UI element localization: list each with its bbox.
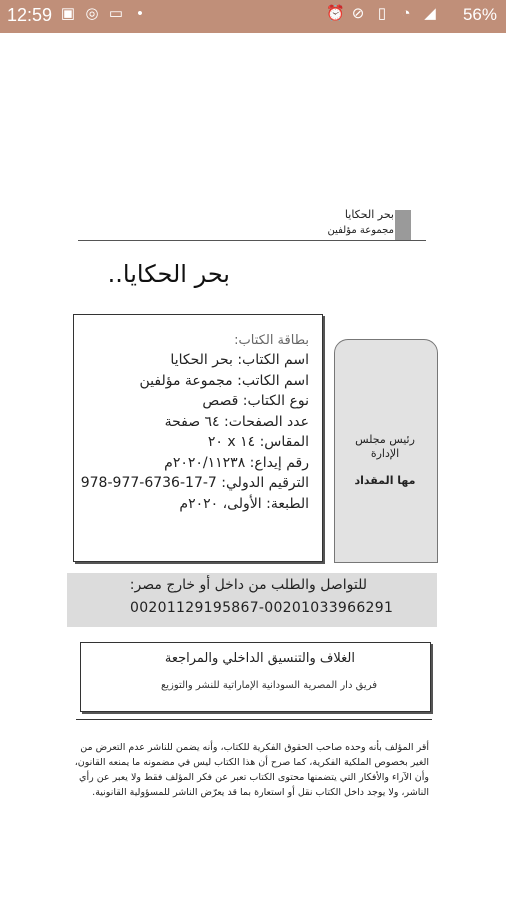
contact-box (67, 573, 437, 627)
image-icon: ▣ (60, 5, 76, 22)
notification-icons (60, 6, 148, 22)
card-line-isbn: الترقيم الدولي: 7-17-6736-977-978 (80, 475, 309, 491)
book-title: بحر الحكايا.. (107, 260, 230, 288)
credits-title: الغلاف والتنسيق الداخلي والمراجعة (164, 651, 355, 666)
board-chair-name: مها المقداد (354, 474, 416, 487)
card-line-genre: نوع الكتاب: قصص (202, 393, 309, 409)
board-panel (334, 339, 438, 563)
card-heading: بطاقة الكتاب: (234, 333, 309, 348)
credits-box (80, 642, 431, 712)
contact-phones: 00201129195867-00201033966291 (130, 600, 394, 616)
header-divider (78, 240, 426, 241)
header-mark (395, 210, 411, 240)
header-authors: مجموعة مؤلفين (327, 225, 394, 236)
card-line-size: المقاس: ١٤ x ٢٠ (207, 434, 309, 450)
card-line-edition: الطبعة: الأولى، ٢٠٢٠م (179, 495, 309, 512)
body-divider (76, 719, 432, 720)
card-line-pages: عدد الصفحات: ٦٤ صفحة (164, 413, 309, 430)
card-line-deposit: رقم إيداع: ٢٠٢٠/١١٢٣٨م (164, 454, 309, 471)
book-info-card (73, 314, 323, 562)
battery-level: 56% (462, 5, 497, 24)
book-info-lines (81, 333, 309, 514)
board-chair-label: رئيس مجلس الإدارة (355, 433, 415, 460)
status-bar (0, 0, 506, 33)
contact-label: للتواصل والطلب من داخل أو خارج مصر: (129, 577, 367, 593)
alarm-icon: ⏰ (326, 5, 345, 22)
status-time: 12:59 (7, 5, 53, 25)
card-line-author: اسم الكاتب: مجموعة مؤلفين (139, 372, 309, 389)
whatsapp-icon: ◎ (85, 5, 99, 22)
credits-team: فريق دار المصرية السودانية الإماراتية للنشر والتوزيع (160, 680, 377, 691)
mute-icon: ⊘ (351, 5, 365, 22)
signal-icon: ◢ (424, 5, 436, 22)
wifi-icon: ◔ (401, 5, 411, 22)
vibrate-icon: ▯ (377, 5, 387, 22)
header-title: بحر الحكايا (344, 208, 394, 221)
card-line-title: اسم الكتاب: بحر الحكايا (170, 352, 309, 368)
more-icon: • (137, 5, 143, 22)
system-icons (326, 6, 438, 22)
laptop-icon: ▭ (108, 5, 124, 22)
copyright-disclaimer: أقر المؤلف بأنه وحده صاحب الحقوق الفكرية للكتاب، وأنه يضمن للناشر عدم التعرض من الغير بخصوص الملكية الفكرية، كما صرح أن هذا الكتاب ليس في مضمونه ما يمنعه القانون، وأن الآراء والأفكار التي يتضمنها محتوى الكتاب تعبر عن فكر المؤلف فقط ولا يعبر عن رأي الناشر، ولا يوجد داخل الكتاب نقل أو استعارة بما قد يعرّض الناشر للمسؤولية القانونية. (74, 742, 429, 798)
